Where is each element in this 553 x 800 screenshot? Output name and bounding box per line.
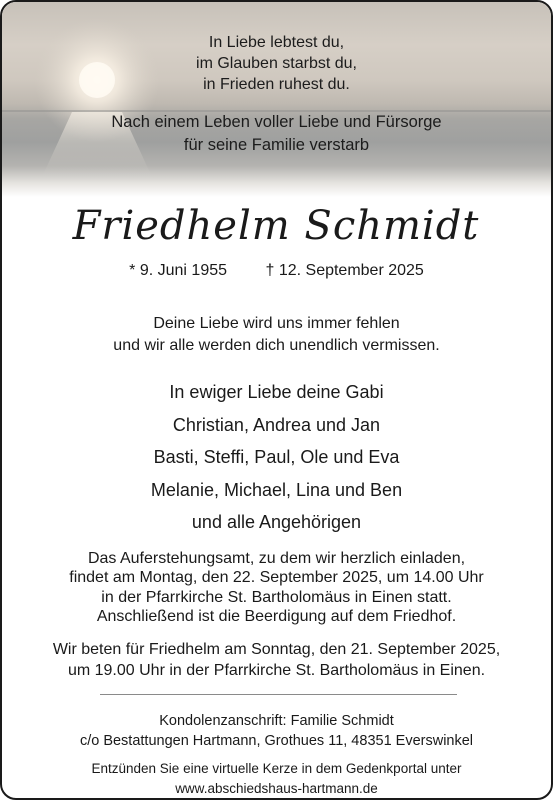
life-dates [2,262,551,280]
verse-line-1: In Liebe lebtest du, [208,34,345,51]
prayer-info [2,639,551,681]
prayer-line: um 19.00 Uhr in der Pfarrkirche St. Bartholomäus in Einen. [67,662,486,679]
family-list [2,376,551,539]
family-line: Christian, Andrea und Jan [172,414,381,435]
service-line: findet am Montag, den 22. September 2025, um 14.00 Uhr [69,569,484,587]
family-line: In ewiger Liebe deine Gabi [169,382,384,402]
birth-date: * 9. Juni 1955 [129,262,228,279]
intro-line-2: für seine Familie verstarb [183,136,370,154]
portal-link[interactable]: www.abschiedshaus-hartmann.de [175,781,378,796]
intro-block [2,111,551,157]
verse-block [2,32,551,95]
family-line: Melanie, Michael, Lina und Ben [150,479,403,500]
portal-text: Entzünden Sie eine virtuelle Kerze in dem Gedenkportal unter [91,761,462,776]
name-signature [2,194,551,254]
loss-text [2,313,551,357]
condolence-line-2: c/o Bestattungen Hartmann, Grothues 11, 48351 Everswinkel [79,733,474,749]
divider [100,694,457,695]
death-date: † 12. September 2025 [265,262,424,279]
service-info [2,549,551,626]
service-line: Das Auferstehungsamt, zu dem wir herzlich einladen, [87,550,466,567]
family-line: Basti, Steffi, Paul, Ole und Eva [153,447,400,467]
loss-line-2: und wir alle werden dich unendlich vermissen. [113,337,440,354]
verse-line-3: in Frieden ruhest du. [203,76,350,93]
service-line: in der Pfarrkirche St. Bartholomäus in Einen statt. [101,588,452,606]
condolence-line-1: Kondolenzanschrift: Familie Schmidt [159,713,394,729]
deceased-name: Friedhelm Schmidt [72,203,480,249]
verse-line-2: im Glauben starbst du, [196,55,357,72]
intro-line-1: Nach einem Leben voller Liebe und Fürsorge [111,113,442,131]
service-line: Anschließend ist die Beerdigung auf dem Friedhof. [96,607,457,625]
memorial-portal [2,759,551,799]
condolence-address [2,711,551,751]
loss-line-1: Deine Liebe wird uns immer fehlen [153,315,400,332]
family-line: und alle Angehörigen [191,512,362,532]
prayer-line: Wir beten für Friedhelm am Sonntag, den 21. September 2025, [52,641,501,658]
